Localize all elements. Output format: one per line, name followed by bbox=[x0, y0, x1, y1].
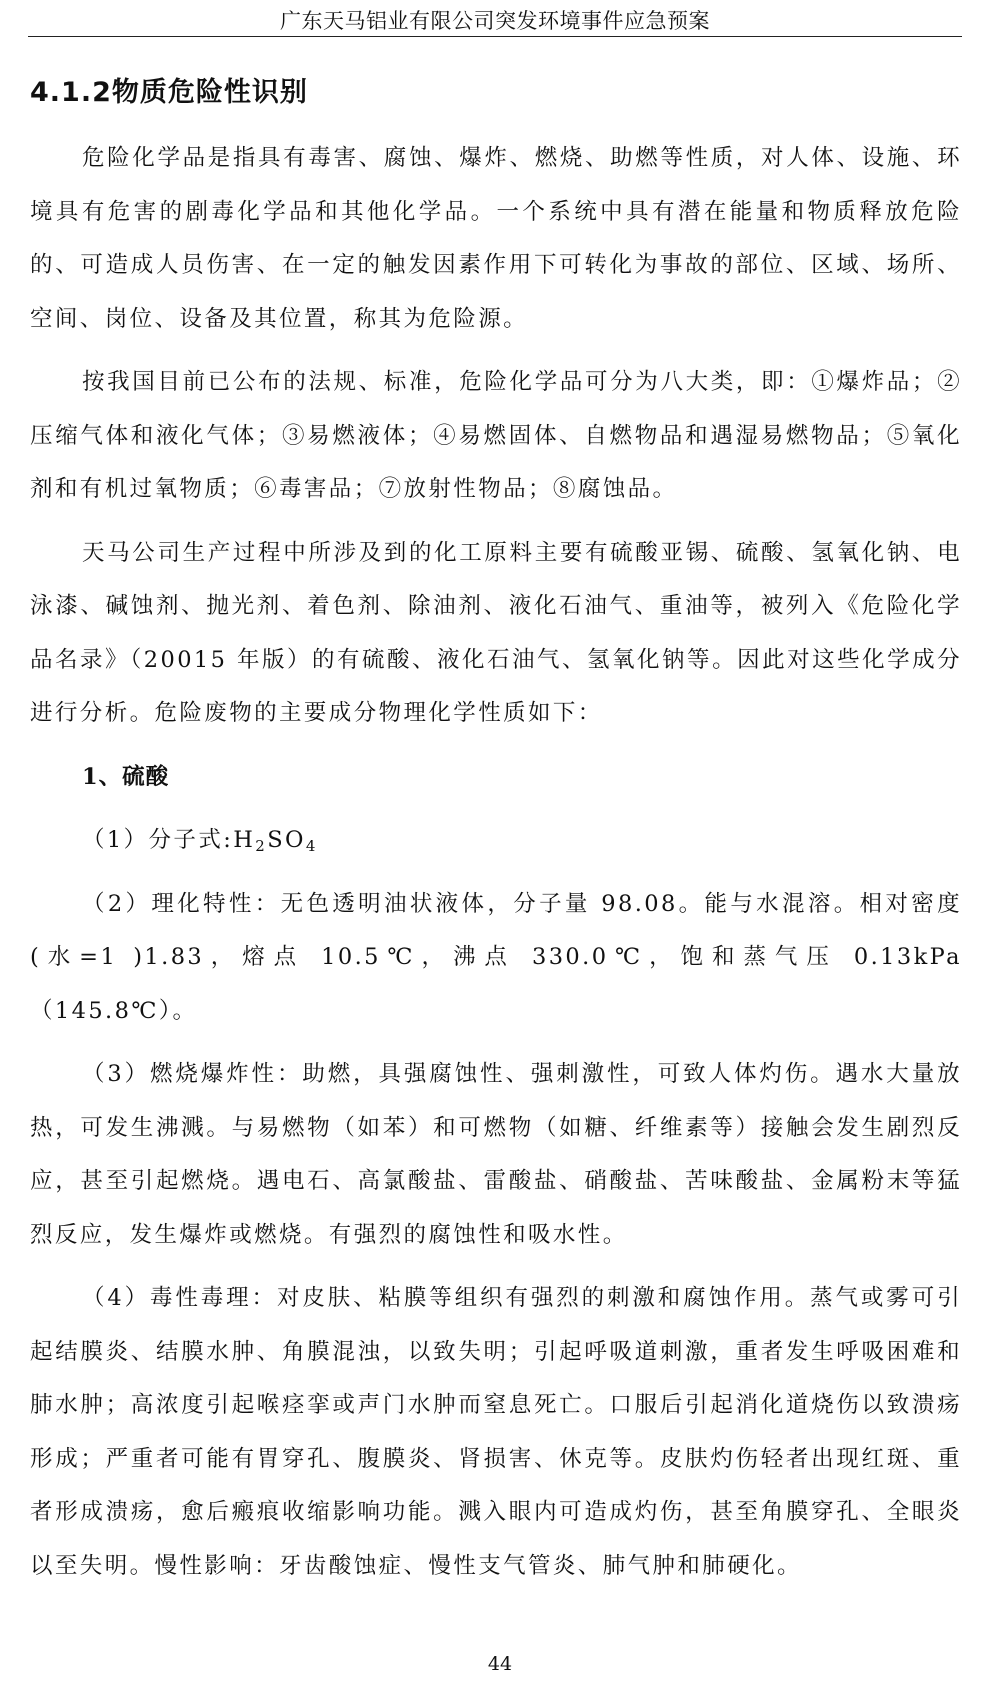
formula-so: SO bbox=[267, 827, 306, 853]
molecular-formula bbox=[30, 814, 962, 868]
spacer bbox=[30, 741, 962, 751]
subsection-heading-sulfuric-acid: 1、硫酸 bbox=[82, 763, 170, 790]
formula-h: H bbox=[233, 827, 256, 853]
spacer bbox=[30, 804, 962, 814]
paragraph-hazardous-chemicals-definition: 危险化学品是指具有毒害、腐蚀、爆炸、燃烧、助燃等性质，对人体、设施、环境具有危害的剧毒化学品和其他化学品。一个系统中具有潜在能量和物质释放危险的、可造成人员伤害、在一定的触发因素作用下可转化为事故的部位、区域、场所、空间、岗位、设备及其位置，称其为危险源。 bbox=[30, 145, 962, 332]
spacer bbox=[30, 517, 962, 527]
spacer bbox=[30, 1262, 962, 1272]
spacer bbox=[30, 122, 962, 132]
paragraph-combustion-explosion: （3）燃烧爆炸性：助燃，具强腐蚀性、强刺激性，可致人体灼伤。遇水大量放热，可发生沸溅。与易燃物（如苯）和可燃物（如糖、纤维素等）接触会发生剧烈反应，甚至引起燃烧。遇电石、高氯酸盐、雷酸盐、硝酸盐、苦味酸盐、金属粉末等猛烈反应，发生爆炸或燃烧。有强烈的腐蚀性和吸水性。 bbox=[30, 1061, 962, 1248]
spacer bbox=[30, 868, 962, 878]
paragraph-raw-materials: 天马公司生产过程中所涉及到的化工原料主要有硫酸亚锡、硫酸、氢氧化钠、电泳漆、碱蚀剂、抛光剂、着色剂、除油剂、液化石油气、重油等，被列入《危险化学品名录》（20015 年版）的有硫酸、液化石油气、氢氧化钠等。因此对这些化学成分进行分析。危险废物的主要成分物理化学性质如下： bbox=[30, 539, 962, 726]
spacer bbox=[30, 346, 962, 356]
section-heading: 4.1.2物质危险性识别 bbox=[30, 77, 308, 108]
running-header: 广东天马铝业有限公司突发环境事件应急预案 bbox=[28, 6, 962, 37]
paragraph-physical-properties: （2）理化特性：无色透明油状液体，分子量 98.08。能与水混溶。相对密度(水=1 )1.83，熔点 10.5℃，沸点 330.0℃，饱和蒸气压 0.13kPa（145.8℃）。 bbox=[30, 890, 962, 1024]
formula-label: （1）分子式: bbox=[82, 827, 234, 853]
formula-h-subscript: 2 bbox=[255, 837, 268, 855]
page-number: 44 bbox=[487, 1653, 513, 1675]
paragraph-hazard-classes: 按我国目前已公布的法规、标准，危险化学品可分为八大类，即：①爆炸品；②压缩气体和液化气体；③易燃液体；④易燃固体、自燃物品和遇湿易燃物品；⑤氧化剂和有机过氧物质；⑥毒害品；⑦放射性物品；⑧腐蚀品。 bbox=[30, 369, 962, 502]
paragraph-toxicity: （4）毒性毒理：对皮肤、粘膜等组织有强烈的刺激和腐蚀作用。蒸气或雾可引起结膜炎、结膜水肿、角膜混浊，以致失明；引起呼吸道刺激，重者发生呼吸困难和肺水肿；高浓度引起喉痉挛或声门水肿而窒息死亡。口服后引起消化道烧伤以致溃疡形成；严重者可能有胃穿孔、腹膜炎、肾损害、休克等。皮肤灼伤轻者出现红斑、重者形成溃疡，愈后瘢痕收缩影响功能。溅入眼内可造成灼伤，甚至角膜穿孔、全眼炎以至失明。慢性影响：牙齿酸蚀症、慢性支气管炎、肺气肿和肺硬化。 bbox=[30, 1285, 962, 1579]
spacer bbox=[30, 1038, 962, 1048]
page-content bbox=[30, 64, 962, 1593]
formula-o-subscript: 4 bbox=[305, 837, 318, 855]
